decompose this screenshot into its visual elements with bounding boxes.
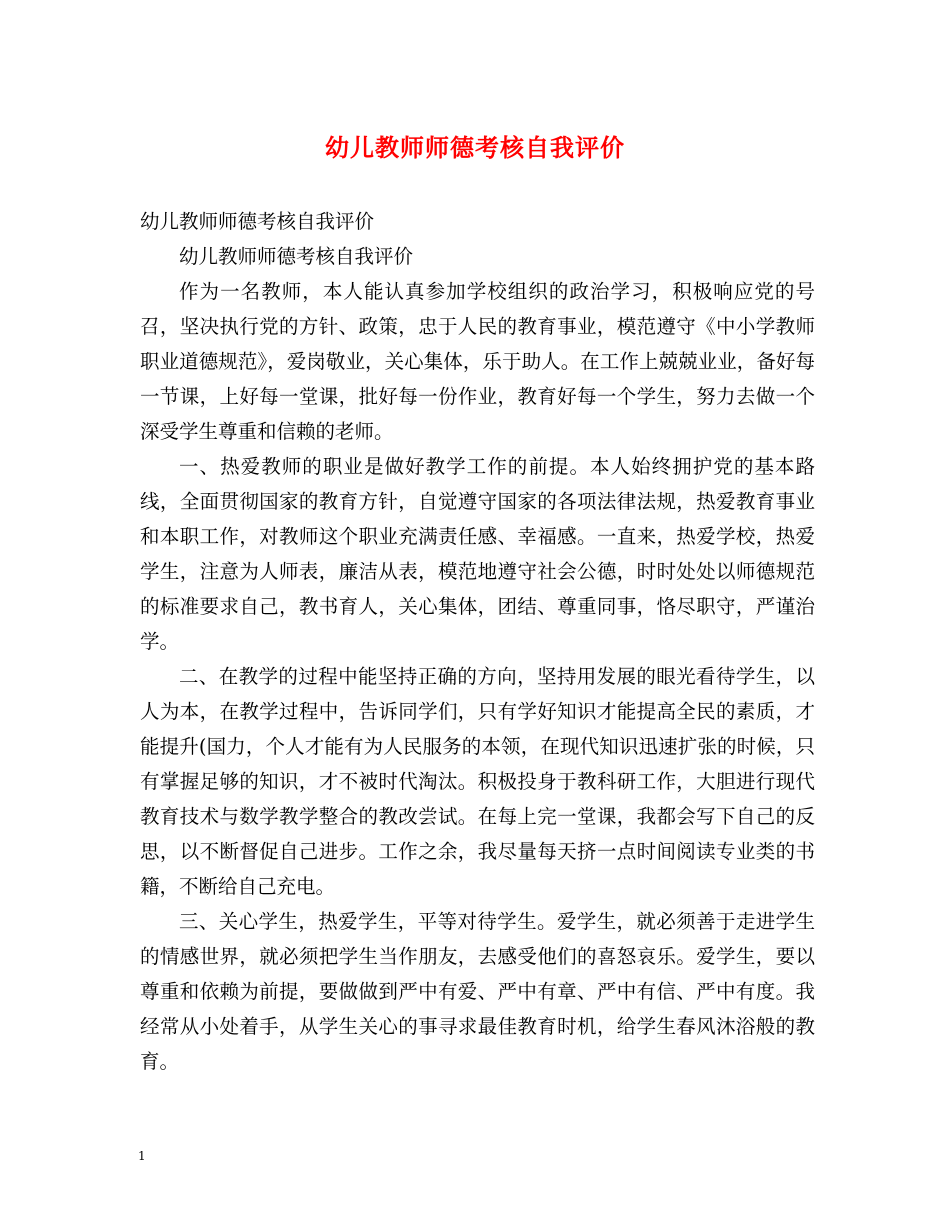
- document-title: 幼儿教师师德考核自我评价: [325, 133, 625, 162]
- document-body: [140, 204, 815, 1079]
- subtitle-line-2: 幼儿教师师德考核自我评价: [179, 245, 414, 268]
- paragraph-section-1: 一、热爱教师的职业是做好教学工作的前提。本人始终拥护党的基本路线，全面贯彻国家的教育方针，自觉遵守国家的各项法律法规，热爱教育事业和本职工作，对教师这个职业充满责任感、幸福感。一直来，热爱学校，热爱学生，注意为人师表，廉洁从表，模范地遵守社会公德，时时处处以师德规范的标准要求自己，教书育人，关心集体，团结、尊重同事，恪尽职守，严谨治学。: [140, 455, 815, 653]
- paragraph-intro: 作为一名教师，本人能认真参加学校组织的政治学习，积极响应党的号召，坚决执行党的方针、政策，忠于人民的教育事业，模范遵守《中小学教师职业道德规范》，爱岗敬业，关心集体，乐于助人。在工作上兢兢业业，备好每一节课，上好每一堂课，批好每一份作业，教育好每一个学生，努力去做一个深受学生尊重和信赖的老师。: [140, 280, 815, 443]
- paragraph-section-2: 二、在教学的过程中能坚持正确的方向，坚持用发展的眼光看待学生，以人为本，在教学过程中，告诉同学们，只有学好知识才能提高全民的素质，才能提升(国力，个人才能有为人民服务的本领，在现代知识迅速扩张的时候，只有掌握足够的知识，才不被时代淘汰。积极投身于教科研工作，大胆进行现代教育技术与数学教学整合的教改尝试。在每上完一堂课，我都会写下自己的反思，以不断督促自己进步。工作之余，我尽量每天挤一点时间阅读专业类的书籍，不断给自己充电。: [140, 665, 815, 898]
- page-number: 1: [138, 1149, 146, 1163]
- subtitle-line-1: 幼儿教师师德考核自我评价: [140, 210, 375, 233]
- paragraph-section-3: 三、关心学生，热爱学生，平等对待学生。爱学生，就必须善于走进学生的情感世界，就必须把学生当作朋友，去感受他们的喜怒哀乐。爱学生，要以尊重和依赖为前提，要做做到严中有爱、严中有章、严中有信、严中有度。我经常从小处着手，从学生关心的事寻求最佳教育时机，给学生春风沐浴般的教育。: [140, 910, 815, 1073]
